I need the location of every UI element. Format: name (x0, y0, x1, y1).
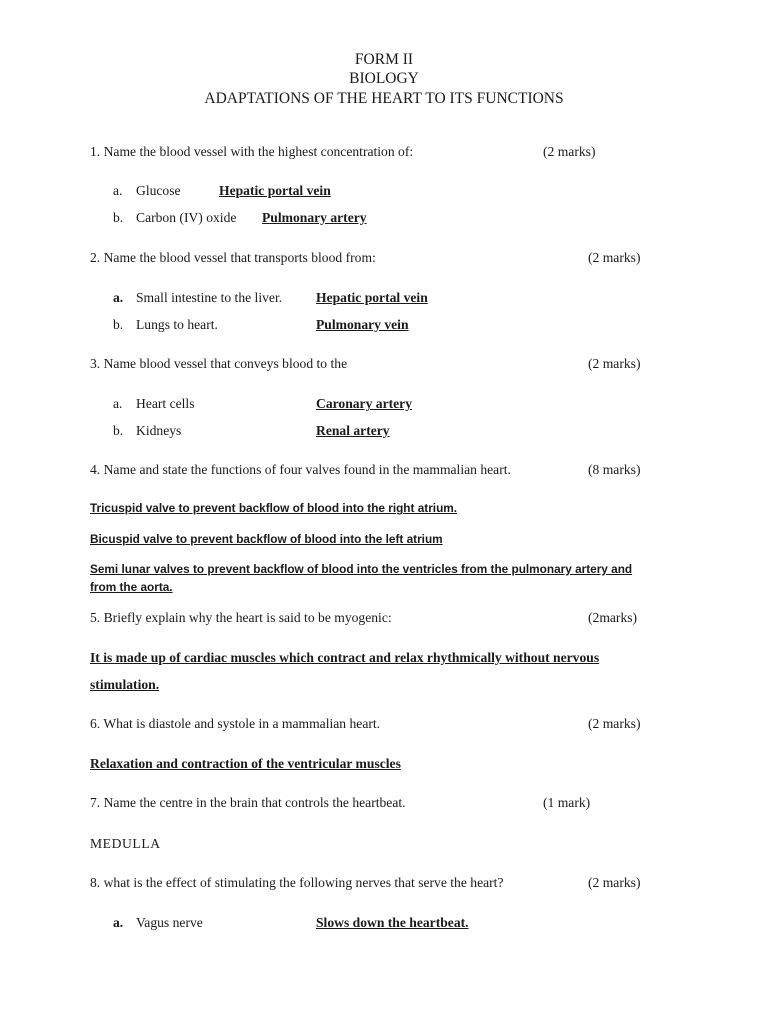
question-7: 7. Name the centre in the brain that controls the heartbeat. (90, 795, 406, 810)
subject-heading: BIOLOGY (349, 70, 419, 87)
q1-item-b-letter: b. (113, 210, 124, 225)
q2-item-a-letter: a. (113, 290, 124, 305)
q1-item-a-label: Glucose (136, 183, 181, 198)
question-5-marks: (2marks) (588, 610, 638, 625)
q3-item-b-label: Kidneys (136, 423, 182, 438)
form-heading: FORM II (354, 51, 414, 68)
q4-answer-tricuspid: Tricuspid valve to prevent backflow of blood into the right atrium. (90, 501, 458, 515)
q2-item-b-label: Lungs to heart. (136, 317, 218, 332)
q3-item-a-label: Heart cells (136, 396, 195, 411)
question-4: 4. Name and state the functions of four valves found in the mammalian heart. (90, 462, 511, 477)
question-2: 2. Name the blood vessel that transports blood from: (90, 250, 376, 265)
question-1-marks: (2 marks) (543, 144, 596, 159)
q4-answer-semilunar: Semi lunar valves to prevent backflow of blood into the ventricles from the pulmonary artery and (90, 562, 633, 576)
q1-item-a-answer: Hepatic portal vein (219, 183, 331, 198)
q2-item-b-letter: b. (113, 317, 124, 332)
question-8: 8. what is the effect of stimulating the following nerves that serve the heart? (90, 875, 504, 890)
question-1: 1. Name the blood vessel with the highest concentration of: (90, 144, 414, 159)
q4-answer-bicuspid: Bicuspid valve to prevent backflow of blood into the left atrium (90, 532, 443, 546)
q2-item-a-label: Small intestine to the liver. (136, 290, 283, 305)
q8-item-a-answer: Slows down the heartbeat. (316, 915, 469, 930)
q6-answer: Relaxation and contraction of the ventricular muscles (90, 756, 401, 771)
q5-answer-line-2: stimulation. (90, 677, 160, 692)
topic-heading: ADAPTATIONS OF THE HEART TO ITS FUNCTIONS (204, 90, 564, 107)
q2-item-b-answer: Pulmonary vein (316, 317, 409, 332)
question-4-marks: (8 marks) (588, 462, 641, 477)
question-3-marks: (2 marks) (588, 356, 641, 371)
q4-answer-semilunar-cont: from the aorta. (90, 580, 173, 594)
question-2-marks: (2 marks) (588, 250, 641, 265)
q3-item-b-answer: Renal artery (316, 423, 390, 438)
q3-item-b-letter: b. (113, 423, 124, 438)
q7-answer: MEDULLA (90, 836, 161, 851)
q8-item-a-letter: a. (113, 915, 124, 930)
question-6: 6. What is diastole and systole in a mammalian heart. (90, 716, 381, 731)
question-7-marks: (1 mark) (543, 795, 591, 810)
question-6-marks: (2 marks) (588, 716, 641, 731)
q8-item-a-label: Vagus nerve (136, 915, 203, 930)
question-5: 5. Briefly explain why the heart is said to be myogenic: (90, 610, 392, 625)
q3-item-a-answer: Caronary artery (316, 396, 413, 411)
q1-item-b-label: Carbon (IV) oxide (136, 210, 237, 225)
q1-item-b-answer: Pulmonary artery (262, 210, 367, 225)
q5-answer-line-1: It is made up of cardiac muscles which contract and relax rhythmically without nervous (90, 650, 600, 665)
q3-item-a-letter: a. (113, 396, 123, 411)
question-8-marks: (2 marks) (588, 875, 641, 890)
question-3: 3. Name blood vessel that conveys blood to the (90, 356, 348, 371)
q1-item-a-letter: a. (113, 183, 123, 198)
q2-item-a-answer: Hepatic portal vein (316, 290, 428, 305)
